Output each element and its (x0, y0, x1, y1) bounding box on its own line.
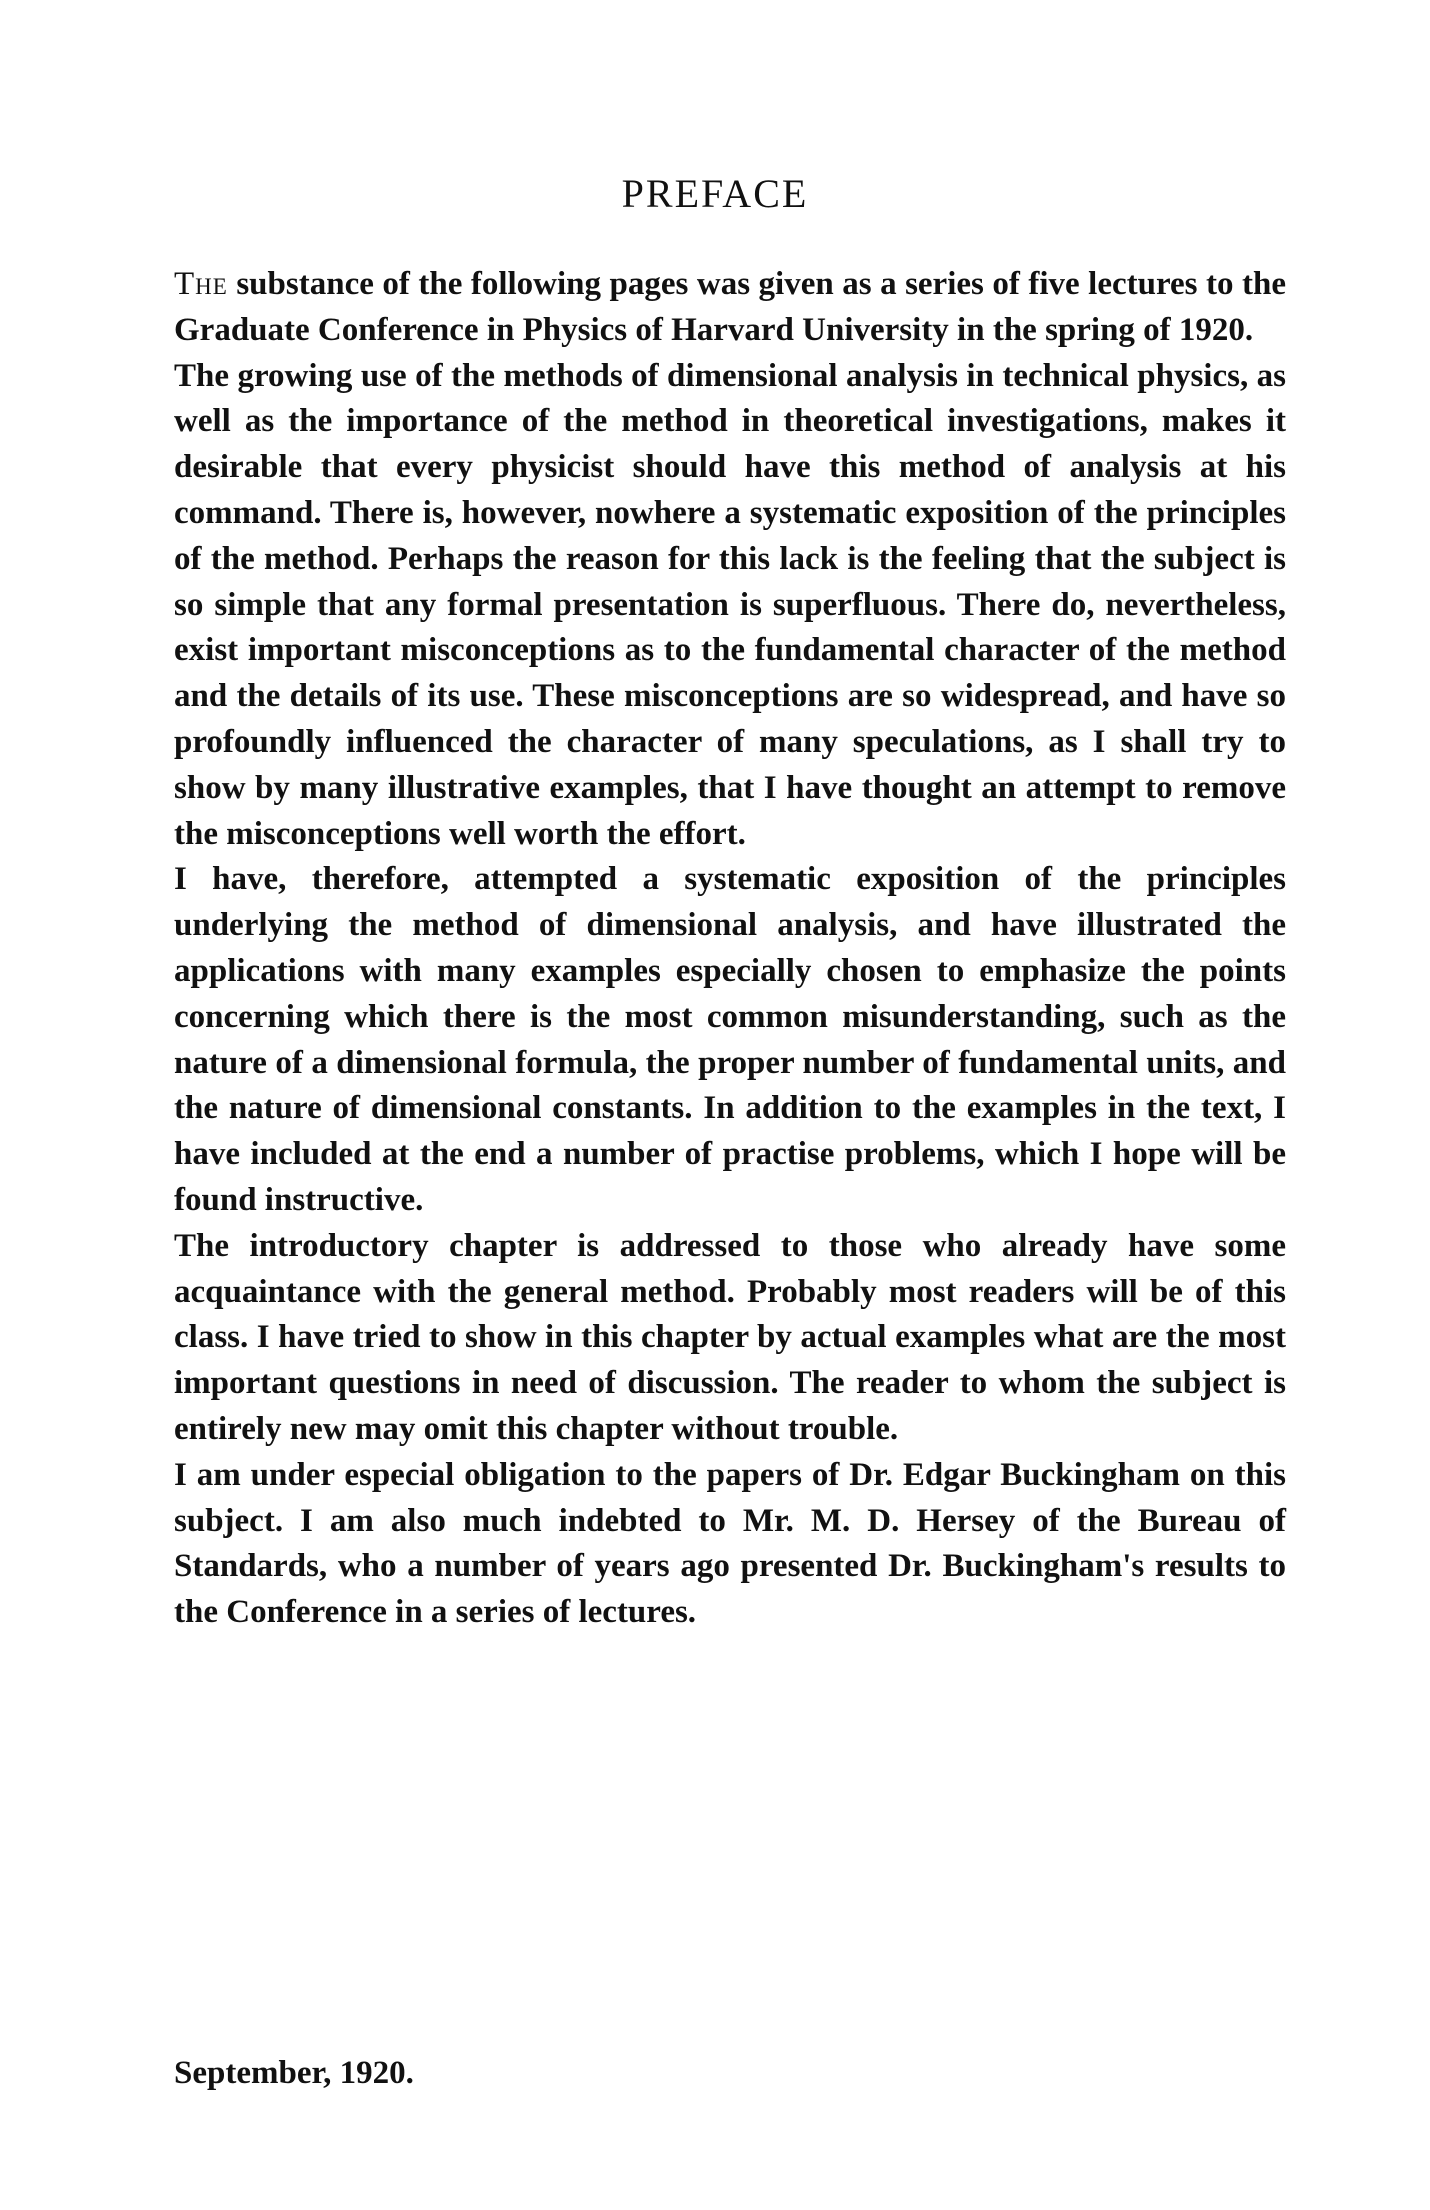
preface-date: September, 1920. (174, 2055, 414, 2091)
preface-body (174, 262, 1286, 1636)
paragraph-2: The growing use of the methods of dimensional analysis in technical physics, as well as the importance of the method in theoretical investigations, makes it desirable that every physicist should have this method of analysis at his command. There is, however, nowhere a systematic exposition of the principles of the method. Perhaps the reason for this lack is the feeling that the subject is so simple that any formal presentation is superfluous. There do, nevertheless, exist important misconceptions as to the fundamental character of the method and the details of its use. These misconceptions are so widespread, and have so profoundly influenced the character of many speculations, as I shall try to show by many illustrative examples, that I have thought an attempt to remove the misconceptions well worth the effort. (174, 357, 1286, 852)
paragraph-1-text: substance of the following pages was given as a series of five lectures to the Graduate Conference in Physics of Harvard University in the spring of 1920. (174, 266, 1286, 348)
page-title: PREFACE (621, 171, 809, 216)
paragraph-5: I am under especial obligation to the papers of Dr. Edgar Buckingham on this subject. I am also much indebted to Mr. M. D. Hersey of the Bureau of Standards, who a number of years ago presented Dr. Buckingham's results to the Conference in a series of lectures. (174, 1456, 1286, 1631)
paragraph-1 (174, 262, 1286, 354)
paragraph-3: I have, therefore, attempted a systematic exposition of the principles underlying the method of dimensional analysis, and have illustrated the applications with many examples especially chosen to emphasize the points concerning which there is the most common misunderstanding, such as the nature of a dimensional formula, the proper number of fundamental units, and the nature of dimensional constants. In addition to the examples in the text, I have included at the end a number of practise problems, which I hope will be found instructive. (174, 861, 1286, 1218)
paragraph-4: The introductory chapter is addressed to those who already have some acquaintance with the general method. Probably most readers will be of this class. I have tried to show in this chapter by actual examples what are the most important questions in need of discussion. The reader to whom the subject is entirely new may omit this chapter without trouble. (174, 1227, 1286, 1447)
paragraph-1-lead: The (174, 266, 228, 302)
